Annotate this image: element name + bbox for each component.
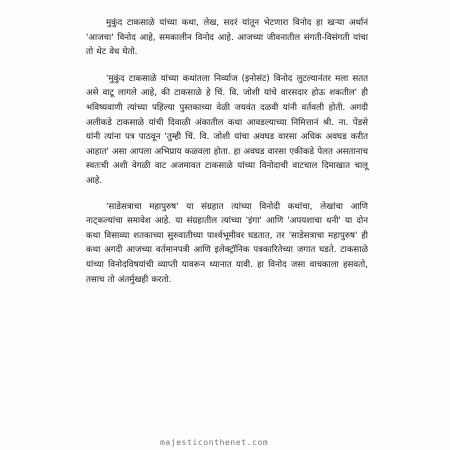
paragraph-3: 'साडेसत्राचा महापुरुष' या संग्रहात त्यांच्या विनोदी कथांचा, लेखांचा आणि नाट्कल्यांचा समावेश आहे. या संग्रहातील त्यांच्या 'इंगा' आणि 'अपयशाचा धनी' या दोन कथा विसाव्या शतकाच्या सुरुवातीच्या पार्श्वभूमीवर घडतात, तर 'साडेसत्राचा महापुरुष' ही कथा अगदी आजच्या वर्तमानपत्री आणि इलेक्ट्रॉनिक पत्रकारितेच्या जगात घडते. टाकसाळे यांच्या विनोदविषयांची व्याप्ती यावरून ध्यानात यावी. हा विनोद जसा वाचकाला हसवतो, तसाच तो अंतर्मुखही करतो. [86, 201, 368, 285]
text-column [86, 16, 368, 297]
footer-url: majesticonthenet.com [160, 438, 269, 447]
paragraph-2: 'मुकुंद टाकसाळे यांच्या कथांतला निर्व्याज (इनोसंट) विनोद लुटल्यानंतर मला सतत असे वाटू लागले आहे, की टाकसाळे हे चिं. वि. जोशी यांचे वारसदार होऊ शकतील' ही भविष्यवाणी त्यांच्या पहिल्या पुस्तकाच्या वेळी जयवंत दळवी यांनी वर्तवली होती. अगदी अलीकडे टाकसाळे यांची दिवाळी अंकातील कथा आवडल्याच्या निमित्तानं श्री. ना. पेंडसे यांनी त्यांना पत्र पाठवून 'तुम्ही चिं. वि. जोशी यांचा अवघड वारसा अधिक अवघड करीत आहात' असा आपला अभिप्राय कळवला होता. हा अवघड वारसा एकीकडे पेलत असतानाच स्वतःची अशी वेगळी वाट अजमावत टाकसाळे यांच्या विनोदाची वाटचाल दिमाखात चालू आहे. [86, 73, 368, 186]
paragraph-1: मुकुंद टाकसाळे यांच्या कथा, लेख, सदरं यांतून भेटणारा विनोद हा खऱ्या अर्थानं 'आजचा' विनोद आहे, समकालीन विनोद आहे. आजच्या जीवनातील संगती-विसंगती यांचा तो थेट वेध घेतो. [86, 18, 368, 58]
